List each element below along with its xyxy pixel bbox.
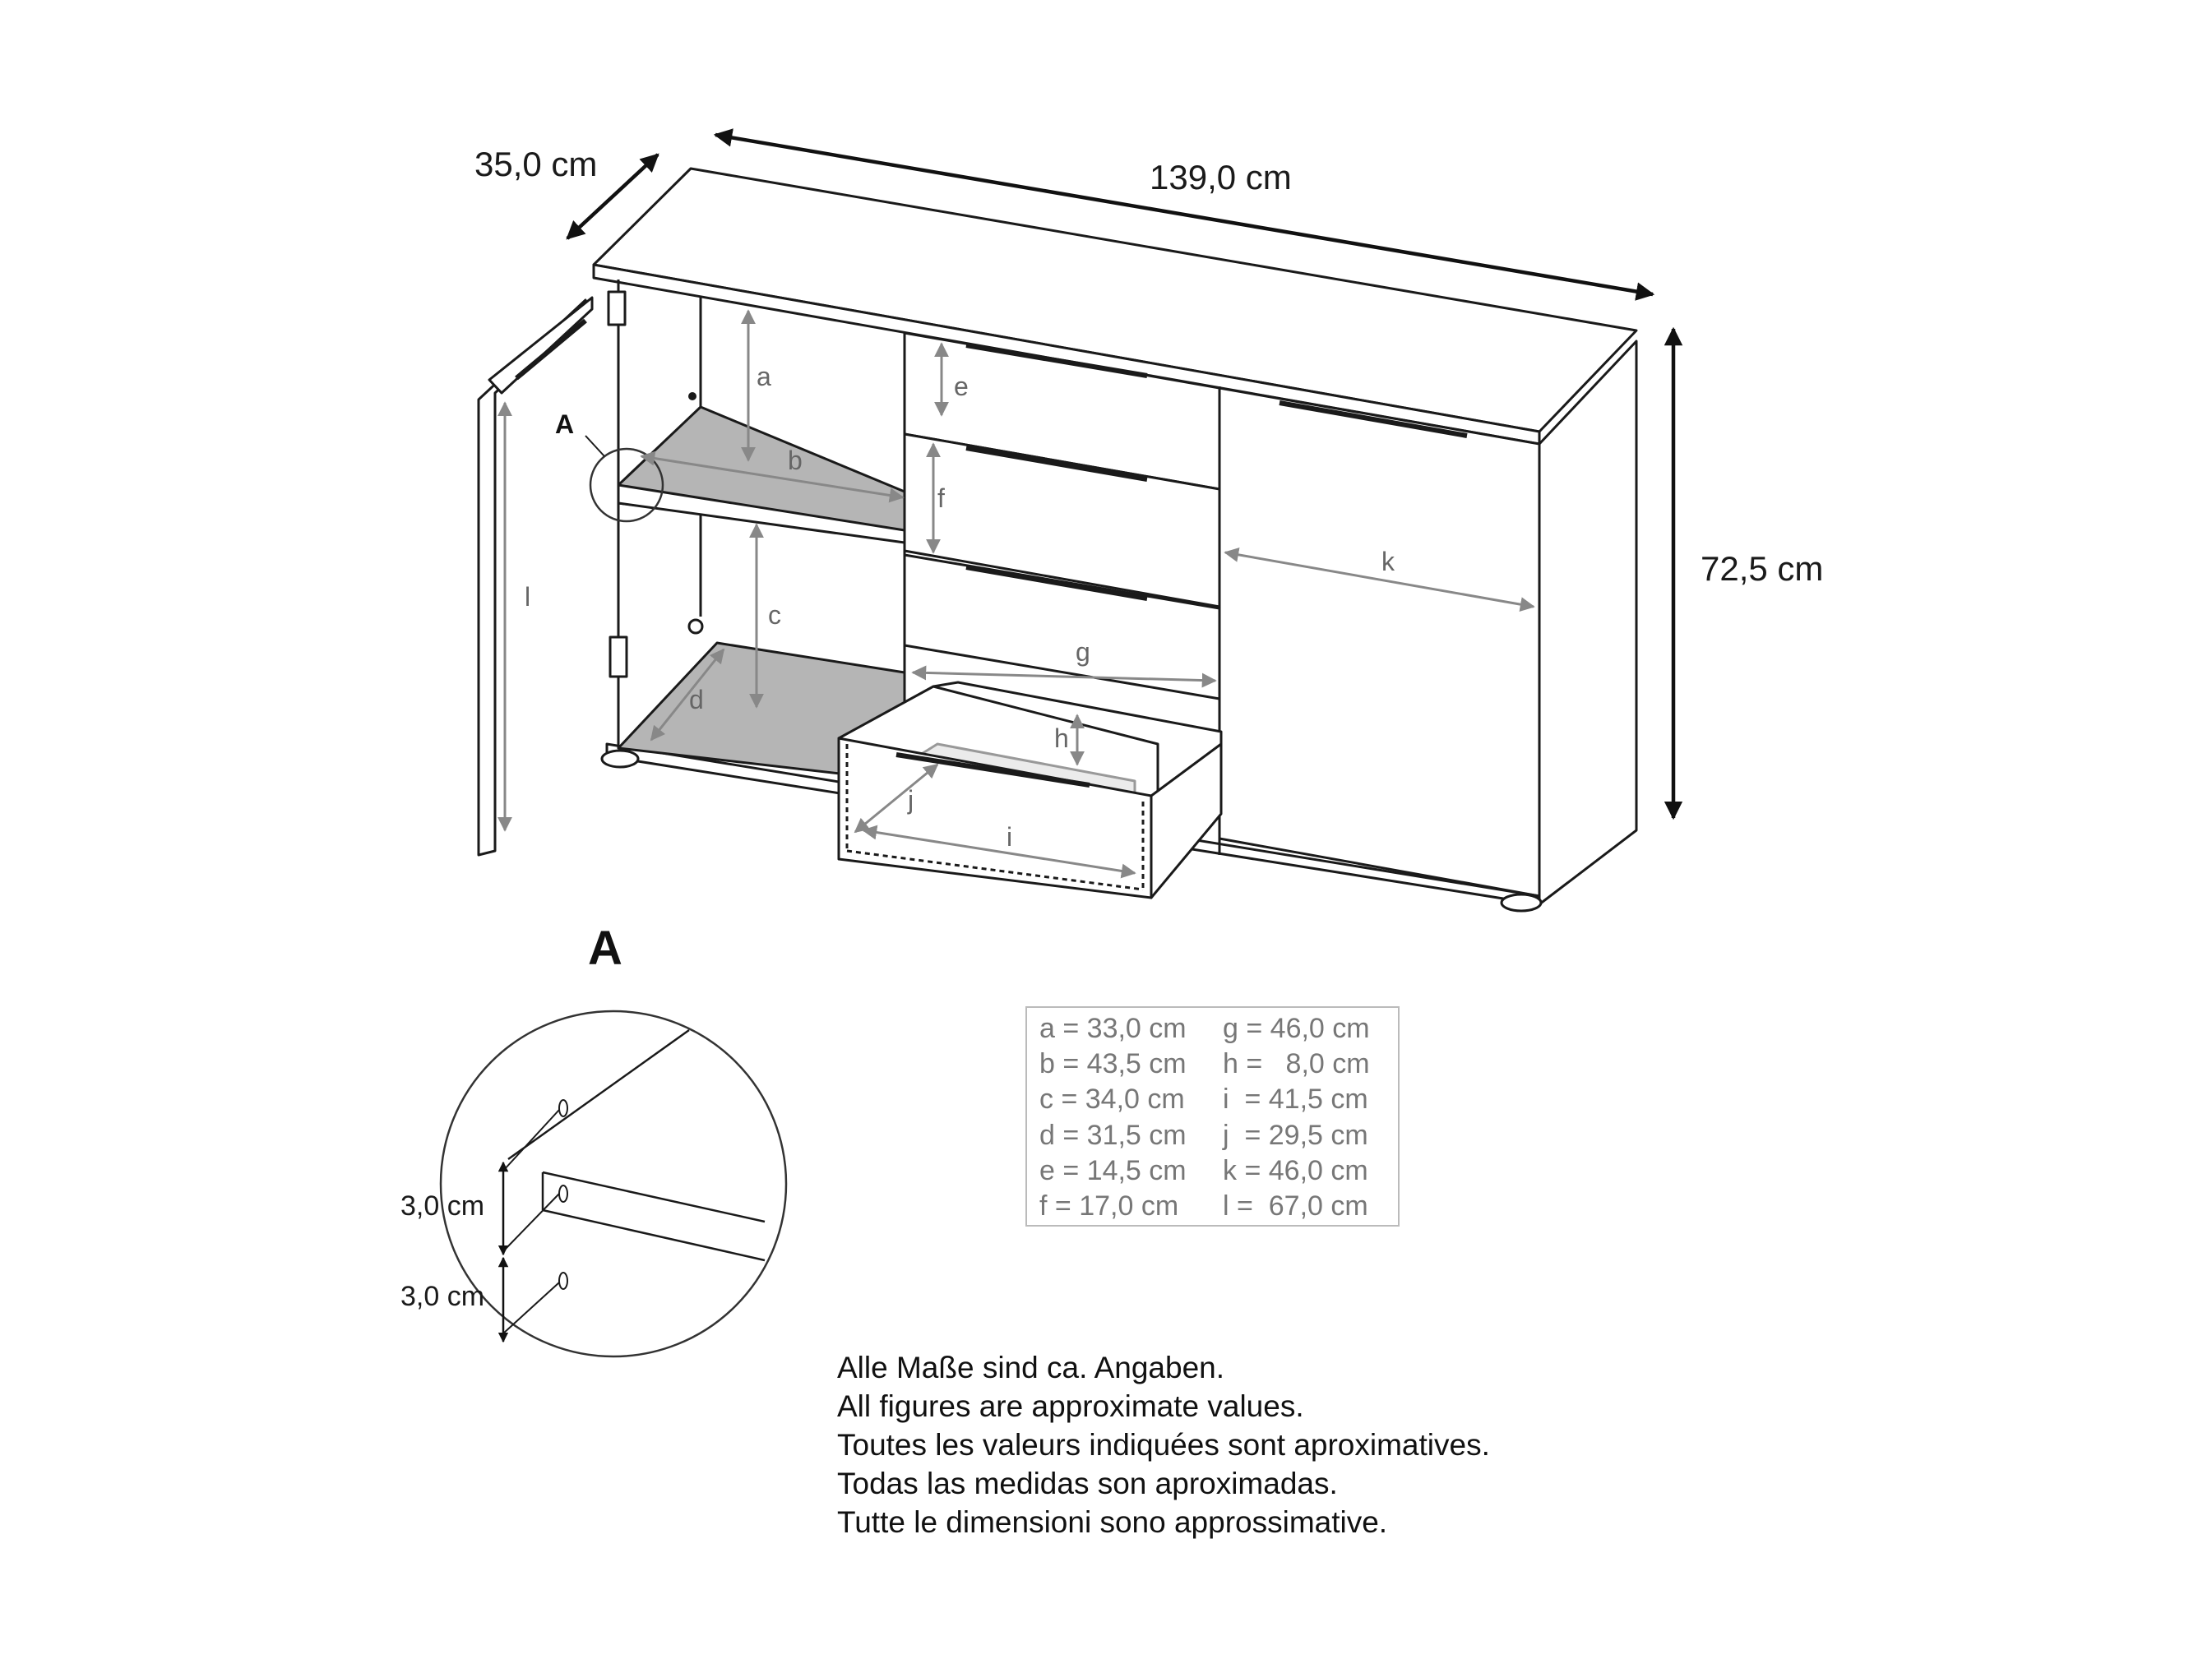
letter-h: h	[1054, 723, 1069, 753]
letter-e: e	[954, 372, 969, 401]
right-side-panel	[1539, 341, 1636, 904]
letter-c: c	[768, 600, 781, 630]
height-label: 72,5 cm	[1701, 549, 1824, 588]
detail-circle	[441, 1011, 786, 1356]
legend-h: h = 8,0 cm	[1223, 1048, 1370, 1079]
note-german: Alle Maße sind ca. Angaben.	[837, 1351, 1225, 1384]
letter-i: i	[1007, 822, 1013, 852]
legend-g: g = 46,0 cm	[1223, 1013, 1370, 1044]
legend-i: i = 41,5 cm	[1223, 1084, 1368, 1115]
right-door	[1219, 388, 1539, 896]
note-french: Toutes les valeurs indiquées sont aproximatives.	[837, 1428, 1490, 1462]
depth-label: 35,0 cm	[474, 145, 598, 183]
approximate-values-note	[837, 1348, 1490, 1541]
legend-j: j = 29,5 cm	[1223, 1120, 1368, 1151]
letter-l: l	[525, 582, 531, 612]
detail-title: A	[588, 922, 622, 975]
legend-f: f = 17,0 cm	[1039, 1190, 1179, 1222]
note-spanish: Todas las medidas son aproximadas.	[837, 1467, 1338, 1500]
callout-marker-label: A	[555, 409, 575, 439]
legend-l: l = 67,0 cm	[1223, 1190, 1368, 1222]
note-italian: Tutte le dimensioni sono approssimative.	[837, 1505, 1388, 1539]
letter-f: f	[937, 483, 945, 513]
letter-b: b	[788, 446, 803, 475]
letter-g: g	[1076, 637, 1090, 667]
dimension-legend	[1025, 1006, 1400, 1227]
legend-e: e = 14,5 cm	[1039, 1155, 1187, 1186]
letter-j: j	[908, 785, 914, 815]
legend-b: b = 43,5 cm	[1039, 1048, 1187, 1079]
hole-spacing-label-1: 3,0 cm	[400, 1190, 485, 1222]
letter-d: d	[689, 685, 704, 714]
open-drawer	[839, 682, 1221, 898]
legend-k: k = 46,0 cm	[1223, 1155, 1368, 1186]
note-english: All figures are approximate values.	[837, 1389, 1304, 1423]
letter-k: k	[1381, 547, 1395, 576]
width-label: 139,0 cm	[1150, 158, 1292, 196]
hole-spacing-label-2: 3,0 cm	[400, 1281, 485, 1312]
letter-a: a	[757, 362, 771, 391]
legend-d: d = 31,5 cm	[1039, 1120, 1187, 1151]
legend-c: c = 34,0 cm	[1039, 1084, 1185, 1115]
legend-a: a = 33,0 cm	[1039, 1013, 1187, 1044]
